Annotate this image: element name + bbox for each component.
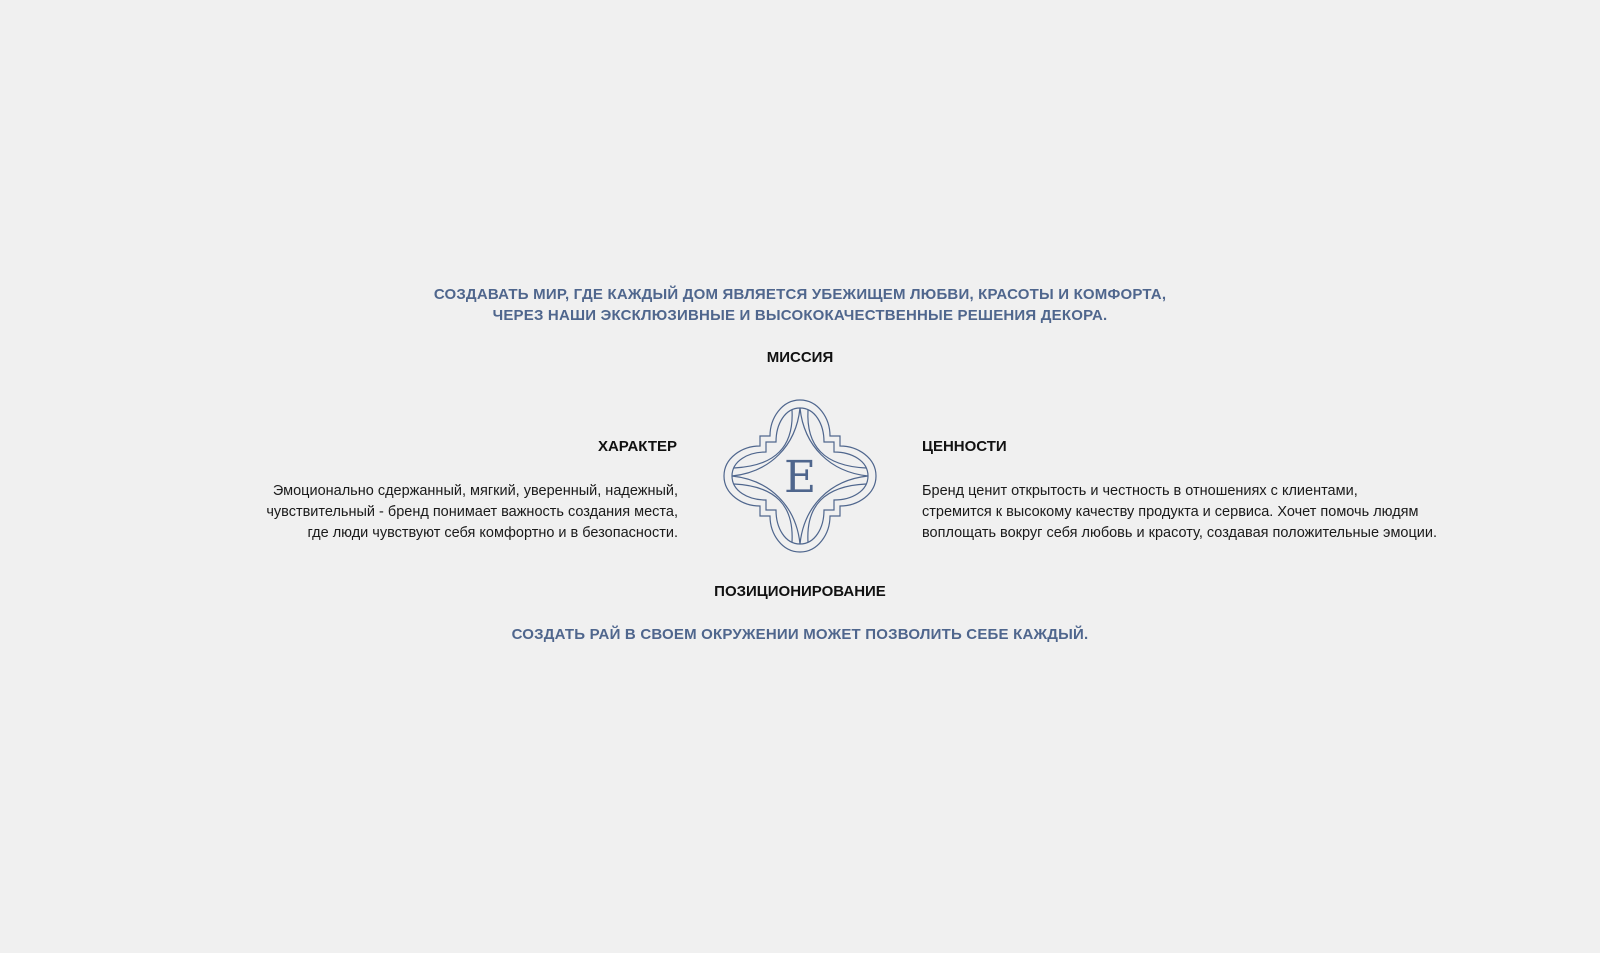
values-line: Бренд ценит открытость и честность в отношениях с клиентами,: [922, 483, 1358, 499]
values-heading: ЦЕННОСТИ: [922, 438, 1007, 455]
character-heading: ХАРАКТЕР: [597, 438, 677, 455]
mission-heading: МИССИЯ: [766, 349, 834, 366]
mission-statement-line: ЧЕРЕЗ НАШИ ЭКСКЛЮЗИВНЫЕ И ВЫСОКОКАЧЕСТВЕННЫЕ РЕШЕНИЯ ДЕКОРА.: [492, 307, 1108, 324]
character-description: [266, 481, 678, 544]
mission-statement: [0, 284, 1600, 326]
monogram-letter: E: [783, 452, 817, 503]
values-line: стремится к высокому качеству продукта и сервиса. Хочет помочь людям: [922, 504, 1419, 520]
values-line: воплощать вокруг себя любовь и красоту, создавая положительные эмоции.: [922, 525, 1438, 541]
character-line: Эмоционально сдержанный, мягкий, уверенный, надежный,: [272, 483, 678, 499]
monogram-emblem-icon: [720, 396, 880, 556]
mission-statement-line: СОЗДАВАТЬ МИР, ГДЕ КАЖДЫЙ ДОМ ЯВЛЯЕТСЯ УБЕЖИЩЕМ ЛЮБВИ, КРАСОТЫ И КОМФОРТА,: [433, 286, 1167, 303]
character-line: где люди чувствуют себя комфортно и в безопасности.: [307, 525, 678, 541]
character-line: чувствительный - бренд понимает важность создания места,: [266, 504, 678, 520]
positioning-statement: СОЗДАТЬ РАЙ В СВОЕМ ОКРУЖЕНИИ МОЖЕТ ПОЗВОЛИТЬ СЕБЕ КАЖДЫЙ.: [511, 626, 1089, 643]
positioning-heading: ПОЗИЦИОНИРОВАНИЕ: [714, 583, 886, 600]
values-description: [922, 481, 1437, 544]
